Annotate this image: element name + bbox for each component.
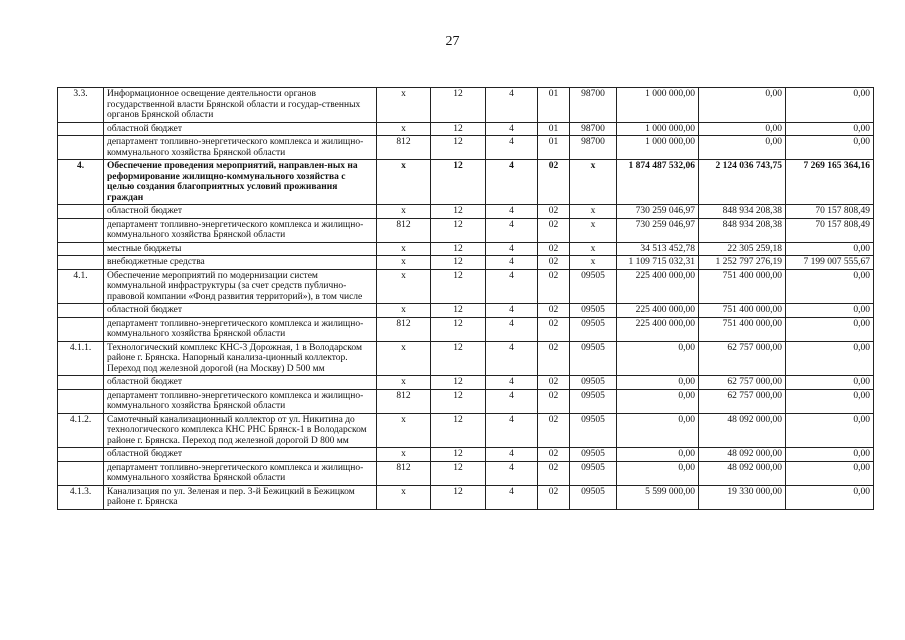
cell-glava: x — [377, 160, 431, 205]
cell-program: 02 — [538, 317, 570, 341]
table-row — [58, 485, 874, 509]
cell-amount-2: 0,00 — [699, 122, 786, 136]
cell-razdel: 12 — [431, 218, 486, 242]
cell-program: 02 — [538, 256, 570, 270]
row-number — [58, 304, 104, 318]
row-number — [58, 461, 104, 485]
row-name: департамент топливно-энергетического комплекса и жилищно-коммунального хозяйства Брянской области — [104, 218, 377, 242]
cell-program: 02 — [538, 269, 570, 304]
cell-amount-2: 62 757 000,00 — [699, 389, 786, 413]
cell-amount-3: 0,00 — [786, 461, 874, 485]
cell-amount-2: 22 305 259,18 — [699, 242, 786, 256]
cell-amount-3: 0,00 — [786, 269, 874, 304]
cell-program: 02 — [538, 389, 570, 413]
cell-amount-3: 0,00 — [786, 317, 874, 341]
cell-razdel: 12 — [431, 317, 486, 341]
cell-glava: x — [377, 376, 431, 390]
cell-razdel: 12 — [431, 448, 486, 462]
cell-amount-2: 62 757 000,00 — [699, 341, 786, 376]
cell-program: 02 — [538, 218, 570, 242]
cell-podrazdel: 4 — [486, 317, 538, 341]
cell-razdel: 12 — [431, 461, 486, 485]
cell-direction: x — [570, 218, 617, 242]
cell-razdel: 12 — [431, 413, 486, 448]
row-number — [58, 448, 104, 462]
row-number — [58, 256, 104, 270]
cell-glava: x — [377, 341, 431, 376]
cell-amount-1: 0,00 — [617, 376, 699, 390]
cell-program: 02 — [538, 341, 570, 376]
cell-podrazdel: 4 — [486, 256, 538, 270]
row-name: областной бюджет — [104, 448, 377, 462]
cell-amount-1: 1 000 000,00 — [617, 88, 699, 123]
row-name: Обеспечение проведения мероприятий, направлен-ных на реформирование жилищно-коммунального хозяйства с целью создания благоприятных условий проживания граждан — [104, 160, 377, 205]
cell-program: 02 — [538, 461, 570, 485]
cell-amount-1: 225 400 000,00 — [617, 304, 699, 318]
cell-amount-1: 225 400 000,00 — [617, 269, 699, 304]
row-name: областной бюджет — [104, 205, 377, 219]
cell-podrazdel: 4 — [486, 376, 538, 390]
cell-razdel: 12 — [431, 376, 486, 390]
cell-amount-3: 0,00 — [786, 242, 874, 256]
cell-amount-3: 0,00 — [786, 376, 874, 390]
cell-amount-3: 70 157 808,49 — [786, 218, 874, 242]
table-row — [58, 136, 874, 160]
row-number: 3.3. — [58, 88, 104, 123]
cell-podrazdel: 4 — [486, 205, 538, 219]
cell-amount-1: 1 109 715 032,31 — [617, 256, 699, 270]
cell-razdel: 12 — [431, 269, 486, 304]
cell-razdel: 12 — [431, 88, 486, 123]
cell-razdel: 12 — [431, 122, 486, 136]
cell-podrazdel: 4 — [486, 413, 538, 448]
cell-amount-1: 34 513 452,78 — [617, 242, 699, 256]
cell-amount-3: 0,00 — [786, 304, 874, 318]
cell-amount-3: 0,00 — [786, 122, 874, 136]
cell-razdel: 12 — [431, 205, 486, 219]
row-number: 4.1.3. — [58, 485, 104, 509]
cell-amount-1: 730 259 046,97 — [617, 205, 699, 219]
cell-amount-2: 751 400 000,00 — [699, 317, 786, 341]
cell-podrazdel: 4 — [486, 341, 538, 376]
cell-amount-2: 48 092 000,00 — [699, 461, 786, 485]
cell-podrazdel: 4 — [486, 136, 538, 160]
cell-podrazdel: 4 — [486, 448, 538, 462]
cell-amount-1: 1 874 487 532,06 — [617, 160, 699, 205]
cell-amount-2: 62 757 000,00 — [699, 376, 786, 390]
cell-razdel: 12 — [431, 242, 486, 256]
cell-direction: 09505 — [570, 485, 617, 509]
row-name: Канализация по ул. Зеленая и пер. 3-й Бежицкий в Бежицком районе г. Брянска — [104, 485, 377, 509]
row-name: департамент топливно-энергетического комплекса и жилищно-коммунального хозяйства Брянской области — [104, 389, 377, 413]
cell-amount-1: 0,00 — [617, 461, 699, 485]
row-name: областной бюджет — [104, 122, 377, 136]
cell-program: 01 — [538, 136, 570, 160]
cell-direction: 09505 — [570, 341, 617, 376]
cell-amount-3: 0,00 — [786, 485, 874, 509]
table-row — [58, 413, 874, 448]
cell-amount-2: 848 934 208,38 — [699, 218, 786, 242]
cell-amount-3: 0,00 — [786, 136, 874, 160]
cell-razdel: 12 — [431, 304, 486, 318]
row-number: 4.1.2. — [58, 413, 104, 448]
cell-direction: 09505 — [570, 269, 617, 304]
row-name: Самотечный канализационный коллектор от ул. Никитина до технологического комплекса КНС РНС Брянск-1 в Володарском районе г. Брянска. Переход под железной дорогой D 800 мм — [104, 413, 377, 448]
table-row — [58, 269, 874, 304]
cell-program: 02 — [538, 205, 570, 219]
row-name: внебюджетные средства — [104, 256, 377, 270]
row-name: областной бюджет — [104, 376, 377, 390]
row-number — [58, 122, 104, 136]
cell-glava: x — [377, 485, 431, 509]
cell-direction: 09505 — [570, 448, 617, 462]
cell-podrazdel: 4 — [486, 389, 538, 413]
cell-podrazdel: 4 — [486, 242, 538, 256]
row-number: 4.1. — [58, 269, 104, 304]
table-row — [58, 218, 874, 242]
cell-direction: 98700 — [570, 136, 617, 160]
cell-razdel: 12 — [431, 341, 486, 376]
row-name: департамент топливно-энергетического комплекса и жилищно-коммунального хозяйства Брянской области — [104, 136, 377, 160]
cell-amount-3: 70 157 808,49 — [786, 205, 874, 219]
cell-razdel: 12 — [431, 136, 486, 160]
table-row — [58, 122, 874, 136]
cell-direction: 98700 — [570, 88, 617, 123]
cell-podrazdel: 4 — [486, 485, 538, 509]
table-row — [58, 242, 874, 256]
cell-amount-1: 1 000 000,00 — [617, 122, 699, 136]
cell-glava: 812 — [377, 461, 431, 485]
cell-razdel: 12 — [431, 256, 486, 270]
cell-direction: 09505 — [570, 304, 617, 318]
cell-amount-2: 848 934 208,38 — [699, 205, 786, 219]
cell-razdel: 12 — [431, 389, 486, 413]
cell-direction: x — [570, 242, 617, 256]
row-name: Обеспечение мероприятий по модернизации систем коммунальной инфраструктуры (за счет средств публично-правовой компании «Фонд развития территорий»), в том числе — [104, 269, 377, 304]
row-number — [58, 317, 104, 341]
cell-amount-3: 0,00 — [786, 88, 874, 123]
cell-podrazdel: 4 — [486, 122, 538, 136]
table-row — [58, 448, 874, 462]
cell-direction: x — [570, 160, 617, 205]
cell-amount-3: 0,00 — [786, 448, 874, 462]
cell-amount-3: 0,00 — [786, 413, 874, 448]
cell-podrazdel: 4 — [486, 160, 538, 205]
cell-glava: x — [377, 88, 431, 123]
cell-razdel: 12 — [431, 160, 486, 205]
row-name: местные бюджеты — [104, 242, 377, 256]
cell-glava: x — [377, 122, 431, 136]
table-row — [58, 461, 874, 485]
cell-amount-2: 1 252 797 276,19 — [699, 256, 786, 270]
cell-program: 02 — [538, 242, 570, 256]
cell-glava: x — [377, 242, 431, 256]
cell-glava: x — [377, 256, 431, 270]
cell-program: 02 — [538, 485, 570, 509]
row-number — [58, 205, 104, 219]
table-row — [58, 389, 874, 413]
row-name: департамент топливно-энергетического комплекса и жилищно-коммунального хозяйства Брянской области — [104, 317, 377, 341]
cell-amount-2: 48 092 000,00 — [699, 413, 786, 448]
cell-amount-1: 0,00 — [617, 341, 699, 376]
cell-glava: 812 — [377, 317, 431, 341]
cell-podrazdel: 4 — [486, 218, 538, 242]
table-row — [58, 160, 874, 205]
cell-amount-2: 2 124 036 743,75 — [699, 160, 786, 205]
table-row — [58, 341, 874, 376]
row-number: 4.1.1. — [58, 341, 104, 376]
row-number — [58, 218, 104, 242]
cell-glava: 812 — [377, 389, 431, 413]
table-row — [58, 205, 874, 219]
cell-direction: x — [570, 205, 617, 219]
cell-amount-1: 1 000 000,00 — [617, 136, 699, 160]
cell-podrazdel: 4 — [486, 304, 538, 318]
cell-program: 02 — [538, 376, 570, 390]
cell-amount-3: 0,00 — [786, 341, 874, 376]
cell-glava: x — [377, 413, 431, 448]
cell-glava: 812 — [377, 136, 431, 160]
cell-amount-2: 0,00 — [699, 88, 786, 123]
cell-direction: 98700 — [570, 122, 617, 136]
cell-direction: 09505 — [570, 317, 617, 341]
cell-amount-1: 730 259 046,97 — [617, 218, 699, 242]
row-number — [58, 242, 104, 256]
cell-amount-3: 0,00 — [786, 389, 874, 413]
page-number: 27 — [445, 34, 460, 49]
row-name: Информационное освещение деятельности органов государственной власти Брянской области и государ-ственных органов Брянской области — [104, 88, 377, 123]
cell-amount-2: 48 092 000,00 — [699, 448, 786, 462]
cell-program: 01 — [538, 88, 570, 123]
cell-direction: 09505 — [570, 413, 617, 448]
cell-glava: x — [377, 205, 431, 219]
row-name: Технологический комплекс КНС-3 Дорожная, 1 в Володарском районе г. Брянска. Напорный канализа-ционный коллектор. Переход под железной дорогой (на Москву) D 500 мм — [104, 341, 377, 376]
row-number: 4. — [58, 160, 104, 205]
cell-program: 01 — [538, 122, 570, 136]
row-number — [58, 136, 104, 160]
cell-glava: 812 — [377, 218, 431, 242]
cell-podrazdel: 4 — [486, 269, 538, 304]
cell-amount-1: 5 599 000,00 — [617, 485, 699, 509]
cell-amount-1: 0,00 — [617, 389, 699, 413]
cell-glava: x — [377, 304, 431, 318]
row-name: департамент топливно-энергетического комплекса и жилищно-коммунального хозяйства Брянской области — [104, 461, 377, 485]
cell-amount-2: 19 330 000,00 — [699, 485, 786, 509]
cell-direction: 09505 — [570, 376, 617, 390]
table-row — [58, 376, 874, 390]
cell-glava: x — [377, 448, 431, 462]
cell-amount-2: 0,00 — [699, 136, 786, 160]
table-row — [58, 317, 874, 341]
row-number — [58, 376, 104, 390]
cell-razdel: 12 — [431, 485, 486, 509]
cell-direction: x — [570, 256, 617, 270]
cell-glava: x — [377, 269, 431, 304]
cell-amount-1: 0,00 — [617, 448, 699, 462]
cell-amount-1: 0,00 — [617, 413, 699, 448]
budget-table — [57, 87, 874, 510]
cell-amount-3: 7 199 007 555,67 — [786, 256, 874, 270]
cell-amount-3: 7 269 165 364,16 — [786, 160, 874, 205]
cell-podrazdel: 4 — [486, 461, 538, 485]
cell-amount-1: 225 400 000,00 — [617, 317, 699, 341]
cell-podrazdel: 4 — [486, 88, 538, 123]
table-row — [58, 304, 874, 318]
table-row — [58, 256, 874, 270]
cell-program: 02 — [538, 448, 570, 462]
row-name: областной бюджет — [104, 304, 377, 318]
cell-program: 02 — [538, 413, 570, 448]
cell-amount-2: 751 400 000,00 — [699, 269, 786, 304]
row-number — [58, 389, 104, 413]
cell-program: 02 — [538, 304, 570, 318]
cell-direction: 09505 — [570, 461, 617, 485]
cell-direction: 09505 — [570, 389, 617, 413]
table-row — [58, 88, 874, 123]
cell-program: 02 — [538, 160, 570, 205]
cell-amount-2: 751 400 000,00 — [699, 304, 786, 318]
